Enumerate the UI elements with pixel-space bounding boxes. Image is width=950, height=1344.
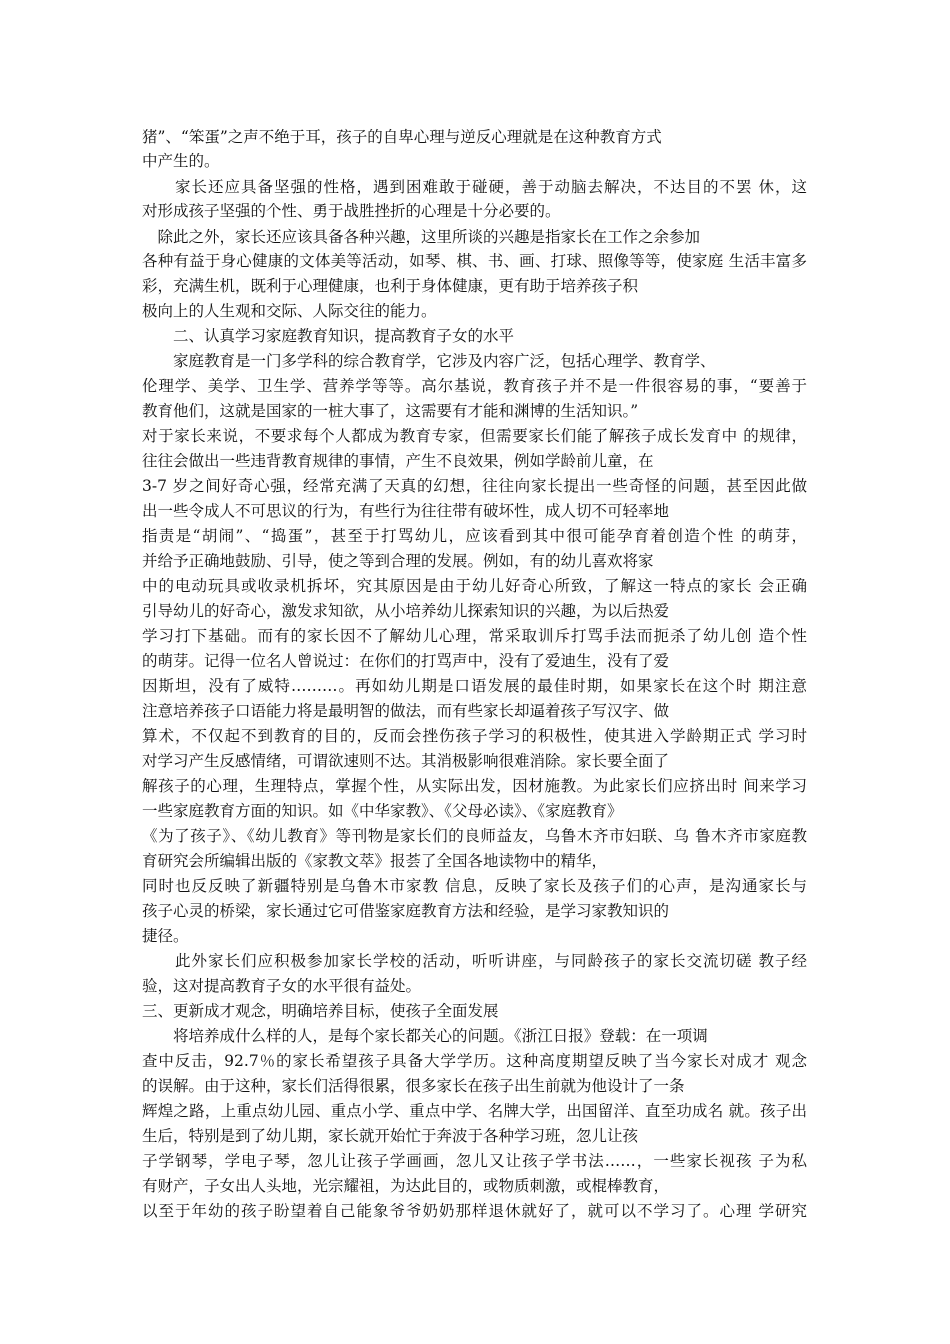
text-line: 验，这对提高教育子女的水平很有益处。 bbox=[142, 977, 422, 995]
text-line: 此外家长们应积极参加家长学校的活动，听听讲座，与同龄孩子的家长交流切磋 教子经 bbox=[142, 952, 807, 970]
text-line: 家庭教育是一门多学科的综合教育学，它涉及内容广泛，包括心理学、教育学、 bbox=[142, 352, 716, 370]
text-line: 教育他们，这就是国家的一桩大事了，这需要有才能和渊博的生活知识。” bbox=[142, 402, 639, 420]
text-line: 极向上的人生观和交际、人际交往的能力。 bbox=[142, 302, 437, 320]
text-line: 并给予正确地鼓励、引导，使之等到合理的发展。例如，有的幼儿喜欢将家 bbox=[142, 552, 654, 570]
text-line: 因斯坦，没有了威特………。再如幼儿期是口语发展的最佳时期，如果家长在这个时 期注意 bbox=[142, 677, 807, 695]
text-line: 子学钢琴，学电子琴，忽儿让孩子学画画，忽儿又让孩子学书法……，一些家长视孩 子为私 bbox=[142, 1152, 807, 1170]
text-line: 生后，特别是到了幼儿期，家长就开始忙于奔波于各种学习班，忽儿让孩 bbox=[142, 1127, 639, 1145]
text-line: 同时也反反映了新疆特别是乌鲁木市家教 信息，反映了家长及孩子们的心声，是沟通家长与 bbox=[142, 877, 807, 895]
text-line: 以至于年幼的孩子盼望着自己能象爷爷奶奶那样退休就好了，就可以不学习了。心理 学研究 bbox=[142, 1202, 807, 1220]
text-line: 伦理学、美学、卫生学、营养学等等。高尔基说，教育孩子并不是一件很容易的事，“要善于 bbox=[142, 377, 807, 395]
text-line: 家长还应具备坚强的性格，遇到困难敢于碰硬，善于动脑去解决，不达目的不罢 休，这 bbox=[142, 178, 807, 196]
text-line: 将培养成什么样的人，是每个家长都关心的问题。《浙江日报》登载：在一项调 bbox=[142, 1027, 708, 1045]
text-line: 猪”、“笨蛋”之声不绝于耳，孩子的自卑心理与逆反心理就是在这种教育方式 bbox=[142, 128, 662, 146]
text-line: 辉煌之路，上重点幼儿园、重点小学、重点中学、名牌大学，出国留洋、直至功成名 就。孩子出 bbox=[142, 1102, 807, 1120]
text-line: 的误解。由于这种，家长们活得很累，很多家长在孩子出生前就为他设计了一条 bbox=[142, 1077, 685, 1095]
text-line: 育研究会所编辑出版的《家教文萃》报荟了全国各地读物中的精华， bbox=[142, 852, 608, 870]
section-heading: 二、认真学习家庭教育知识，提高教育子女的水平 bbox=[142, 327, 515, 345]
text-line: 对形成孩子坚强的个性、勇于战胜挫折的心理是十分必要的。 bbox=[142, 202, 561, 220]
text-line: 引导幼儿的好奇心，激发求知欲，从小培养幼儿探索知识的兴趣，为以后热爱 bbox=[142, 602, 670, 620]
text-line: 出一些令成人不可思议的行为，有些行为往往带有破坏性，成人切不可轻率地 bbox=[142, 502, 670, 520]
text-line: 彩，充满生机，既利于心理健康，也利于身体健康，更有助于培养孩子积 bbox=[142, 277, 639, 295]
text-line: 各种有益于身心健康的文体美等活动，如琴、棋、书、画、打球、照像等等，使家庭 生活丰富多 bbox=[142, 252, 807, 270]
text-line: 往往会做出一些违背教育规律的事情，产生不良效果，例如学龄前儿童，在 bbox=[142, 452, 654, 470]
text-line: 中产生的。 bbox=[142, 152, 220, 170]
text-line: 对学习产生反感情绪，可谓欲速则不达。其消极影响很难消除。家长要全面了 bbox=[142, 752, 670, 770]
text-line: 有财产，子女出人头地，光宗耀祖，为达此目的，或物质刺激，或棍棒教育， bbox=[142, 1177, 670, 1195]
text-line: 3-7 岁之间好奇心强，经常充满了天真的幻想，往往向家长提出一些奇怪的问题，甚至因此做 bbox=[142, 477, 807, 495]
text-line: 注意培养孩子口语能力将是最明智的做法，而有些家长却逼着孩子写汉字、做 bbox=[142, 702, 670, 720]
text-line: 中的电动玩具或收录机拆坏，究其原因是由于幼儿好奇心所致，了解这一特点的家长 会正确 bbox=[142, 577, 807, 595]
text-line: 对于家长来说，不要求每个人都成为教育专家，但需要家长们能了解孩子成长发育中 的规律， bbox=[142, 427, 807, 445]
text-line: 孩子心灵的桥梁，家长通过它可借鉴家庭教育方法和经验，是学习家教知识的 bbox=[142, 902, 670, 920]
text-line: 指责是“胡闹”、“捣蛋”，甚至于打骂幼儿，应该看到其中很可能孕育着创造个性 的萌芽， bbox=[142, 527, 807, 545]
text-line: 《为了孩子》、《幼儿教育》等刊物是家长们的良师益友，乌鲁木齐市妇联、乌 鲁木齐市家庭教 bbox=[142, 827, 807, 845]
text-line: 算术，不仅起不到教育的目的，反而会挫伤孩子学习的积极性，使其进入学龄期正式 学习时 bbox=[142, 727, 807, 745]
section-heading: 三、更新成才观念，明确培养目标，使孩子全面发展 bbox=[142, 1002, 499, 1020]
text-line: 查中反击，92.7％的家长希望孩子具备大学学历。这种高度期望反映了当今家长对成才 观念 bbox=[142, 1052, 807, 1070]
text-line: 一些家庭教育方面的知识。如《中华家教》、《父母必读》、《家庭教育》 bbox=[142, 802, 623, 820]
text-line: 的萌芽。记得一位名人曾说过：在你们的打骂声中，没有了爱迪生，没有了爱 bbox=[142, 652, 670, 670]
text-line: 学习打下基础。而有的家长因不了解幼儿心理，常采取训斥打骂手法而扼杀了幼儿创 造个性 bbox=[142, 627, 807, 645]
text-line: 除此之外，家长还应该具备各种兴趣，这里所谈的兴趣是指家长在工作之余参加 bbox=[142, 228, 701, 246]
text-line: 捷径。 bbox=[142, 927, 189, 945]
text-line: 解孩子的心理，生理特点，掌握个性，从实际出发，因材施教。为此家长们应挤出时 间来学习 bbox=[142, 777, 807, 795]
